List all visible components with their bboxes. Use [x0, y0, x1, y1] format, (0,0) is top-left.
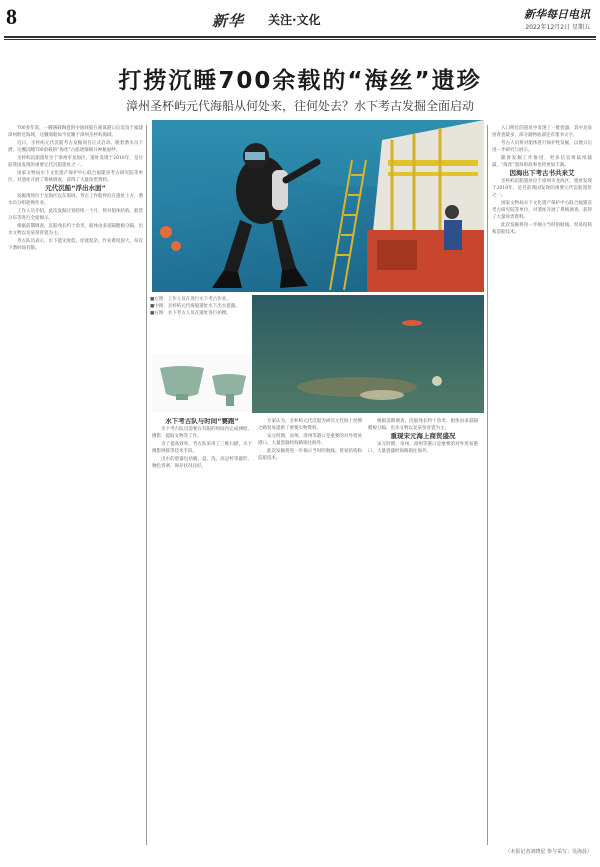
caption-line: ■右图：水下考古人员在遗址进行拍摄。	[150, 311, 231, 316]
masthead-rule-thin	[4, 39, 596, 40]
paragraph: 随着发掘工作推进，更多信息将陆续披露，“海丝”遗珍的故事也将更加丰满。	[492, 156, 592, 168]
author-note: （本报记者刘晓星 参与采写：吴海晨）	[505, 849, 592, 855]
section-heading: 因海出下考古书共来艾	[509, 169, 575, 177]
paragraph: 宋元时期，泉州、漳州等港口是重要的对外贸易港口，大量瓷器经海路销往海外。	[258, 434, 362, 446]
paragraph: 入口附近的遗址中发现了一批瓷器，其中龙泉窑青瓷最多，部分器物底部还有墨书文字。	[492, 126, 592, 138]
paragraph: 国家文物局水下文化遗产保护中心联合福建省考古研究院等单位，对遗址开展了系统调查，获得了大量珍贵资料。	[8, 171, 143, 183]
diver-photo	[152, 120, 484, 292]
paragraph: 为了提高效率，考古队采用了三维扫描、水下摄影拼接等技术手段。	[152, 442, 252, 454]
section-heading: 水下考古队与时间“赛跑”	[165, 418, 239, 425]
paragraph: 700多年前，一艘满载陶瓷的中国商船在驶离港口后沉没于福建漳州附近海域，这艘商船如今沉睡于漳州圣杯屿海域。	[8, 126, 143, 138]
article-column-5	[492, 125, 592, 845]
section-heading: 元代沉船“浮出水面”	[45, 184, 106, 192]
paragraph: 水下考古队员需要在有限的时间内完成测绘、摄影、提取文物等工作。	[152, 427, 252, 439]
section-name: 关注·文化	[268, 13, 321, 27]
paragraph: 考古人员将对船体进行保护性发掘，以便日后进一步研究与展示。	[492, 141, 592, 153]
paragraph: 近日，圣杯屿元代沉船考古发掘项目正式启动。随着潜水员下潜，这艘沉睡700余载的“海丝”古船逐渐揭开神秘面纱。	[8, 141, 143, 153]
paragraph: 根据前期调查，沉船残长约十余米，船体由多道隔舱板分隔，出水文物以龙泉窑青瓷为主。	[368, 419, 478, 431]
caption-line: ■中图：圣杯屿元代海船遗址水下出水瓷器。	[150, 304, 240, 309]
paragraph: 宋元时期，泉州、漳州等港口是重要的对外贸易港口，大量瓷器经海路销往海外。	[368, 442, 478, 454]
paragraph: 出水的瓷器包括碗、盘、洗、高足杯等器形，釉色青翠，保存状况良好。	[152, 457, 252, 469]
paragraph: 工作人员介绍，此次发掘计划持续一个月，将对船体结构、船货分布等进行全面揭示。	[8, 209, 143, 221]
paper-name: 新华每日电讯	[524, 8, 590, 21]
column-divider	[487, 125, 488, 845]
column-divider	[146, 125, 147, 845]
page-number: 8	[6, 4, 17, 29]
paragraph: 此次发掘将进一步揭示当时的航线、贸易结构和造船技术。	[258, 449, 362, 461]
article-column-3	[258, 418, 362, 846]
headline: 打捞沉睡700余载的“海丝”遗珍	[118, 68, 482, 94]
article-column-1	[8, 125, 143, 845]
paragraph: 此次发掘将进一步揭示当时的航线、贸易结构和造船技术。	[492, 223, 592, 235]
photo-captions	[150, 296, 350, 324]
article-column-4	[368, 418, 478, 846]
caption-line: ■左图：工作人员在进行水下考古作业。	[150, 297, 231, 302]
paragraph: 圣杯屿沉船遗址位于漳州市龙海区，遗址发现于2010年，是目前我国发现的重要元代沉船遗址之一。	[8, 156, 143, 168]
subheadline: 漳州圣杯屿元代海船从何处来，往何处去？水下考古发掘全面启动	[125, 99, 474, 113]
photo-credit: 新华社记者 摄	[321, 318, 350, 323]
paragraph: 发掘现场位于龙海区以东海域，考古工作船停泊在遗址上方，潜水员分组轮换作业。	[8, 194, 143, 206]
section-heading: 重现宋元海上商贸盛况	[390, 432, 456, 440]
paragraph: 考古队员表示，水下能见度低、洋流复杂，作业难度很大，每次下潜时间有限。	[8, 239, 143, 251]
masthead-rule	[4, 36, 596, 38]
celadon-bowls-photo	[152, 354, 252, 412]
paragraph: 圣杯屿沉船遗址位于漳州市龙海区，遗址发现于2010年，是目前我国发现的重要元代沉船遗址之一。	[492, 179, 592, 198]
masthead	[0, 0, 600, 38]
paragraph: 专家认为，圣杯屿元代沉船为研究元代海上丝绸之路贸易提供了重要实物资料。	[258, 419, 362, 431]
paragraph: 国家文物局水下文化遗产保护中心联合福建省考古研究院等单位，对遗址开展了系统调查，获得了大量珍贵资料。	[492, 201, 592, 220]
paragraph: 根据前期调查，沉船残长约十余米，船体由多道隔舱板分隔，出水文物以龙泉窑青瓷为主。	[8, 224, 143, 236]
article-column-2	[152, 418, 252, 846]
brand-logo: 新华	[212, 12, 245, 30]
issue-date: 2022年12月2日 星期五	[525, 24, 590, 31]
